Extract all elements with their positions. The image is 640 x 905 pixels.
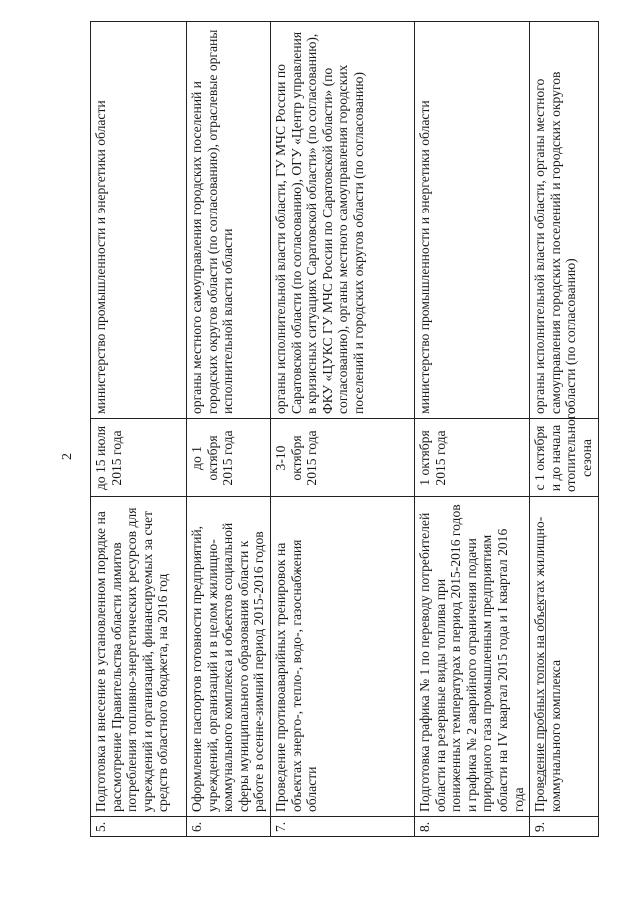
table-row [187, 22, 271, 837]
row-number: 7. [270, 817, 414, 837]
event-cell: Оформление паспортов готовности предприятий, учреждений, организаций и в целом жилищно-коммунального комплекса и объектов социальной сферы муниципального образования области к работе в осенне-зимний период 2015-2016 годов [187, 497, 271, 817]
table-row [414, 22, 529, 837]
responsible-cell: органы местного самоуправления городских поселений и городских округов области (по согласованию), отраслевые органы исполнительной власти области [187, 22, 271, 419]
event-cell: Проведение противоаварийных тренировок на объектах энерго-, тепло-, водо-, газоснабжения области [270, 497, 414, 817]
responsible-cell: органы исполнительной власти области, органы местного самоуправления городских поселений и городских округов области (по согласованию) [530, 22, 598, 419]
event-cell: Подготовка и внесение в установленном порядке на рассмотрение Правительства области лимитов потребления топливно-энергетических ресурсов для учреждений и организаций, финансируемых за счет средств областного бюджета, на 2016 год [91, 497, 187, 817]
table-row [91, 22, 187, 837]
row-number: 9. [530, 817, 598, 837]
deadline-cell: 3-10 октября 2015 года [270, 419, 414, 497]
page-number: 2 [60, 453, 75, 460]
row-number: 8. [414, 817, 529, 837]
deadline-cell: до 1 октября 2015 года [187, 419, 271, 497]
event-cell: Подготовка графика № 1 по переводу потребителей области на резервные виды топлива при пониженных температурах в период 2015-2016 годов и графика № 2 аварийного ограничения подачи природного газа промышленным предприятиям области на IV квартал 2015 года и I квартал 2016 года [414, 497, 529, 817]
divider-line [545, 600, 546, 785]
event-cell: Проведение пробных топок на объектах жилищно-коммунального комплекса [530, 497, 598, 817]
table-row [270, 22, 414, 837]
responsible-cell: министерство промышленности и энергетики области [91, 22, 187, 419]
row-number: 6. [187, 817, 271, 837]
table-row [530, 22, 598, 837]
row-number: 5. [91, 817, 187, 837]
responsible-cell: министерство промышленности и энергетики области [414, 22, 529, 419]
deadline-cell: 1 октября 2015 года [414, 419, 529, 497]
plan-table [90, 21, 599, 837]
deadline-cell: до 15 июля 2015 года [91, 419, 187, 497]
responsible-cell: органы исполнительной власти области, ГУ МЧС России по Саратовской области (по согласованию), ОГУ «Центр управления в кризисных ситуациях Саратовской области» (по согласованию), ФКУ «ЦУКС ГУ МЧС России по Саратовской области» (по согласованию), органы местного самоуправления городских поселений и городских округов области (по согласованию) [270, 22, 414, 419]
deadline-cell: с 1 октября и до начала отопительного сезона [530, 419, 598, 497]
